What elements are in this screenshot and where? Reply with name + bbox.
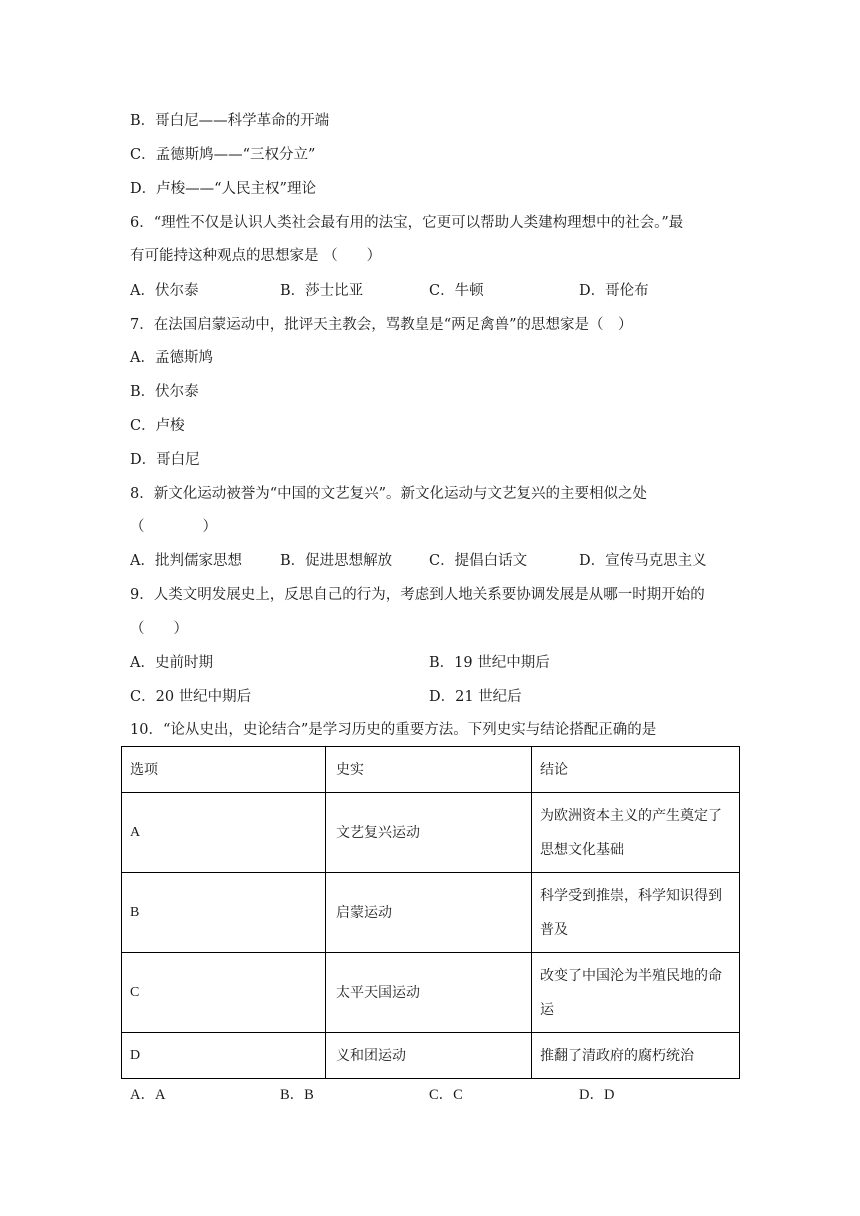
q9-option-a: A．史前时期 <box>130 655 213 671</box>
q9-option-b: B．19 世纪中期后 <box>429 655 550 671</box>
q9-option-d: D．21 世纪后 <box>429 689 522 705</box>
q9-options-row1 <box>130 653 750 673</box>
table-cell-option: C <box>122 953 326 1033</box>
table-cell-conclusion: 改变了中国沦为半殖民地的命运 <box>532 953 740 1033</box>
q5-option-b: B．哥白尼——科学革命的开端 <box>130 113 330 129</box>
q6-stem-line2: 有可能持这种观点的思想家是 （ ） <box>130 248 382 264</box>
q7-stem: 7．在法国启蒙运动中，批评天主教会，骂教皇是“两足禽兽”的思想家是（ ） <box>130 317 633 333</box>
table-cell-conclusion: 为欧洲资本主义的产生奠定了思想文化基础 <box>532 793 740 873</box>
table-cell-option: B <box>122 873 326 953</box>
q5-option-c: C．孟德斯鸠——“三权分立” <box>130 147 316 163</box>
q6-option-d: D．哥伦布 <box>579 283 649 299</box>
q9-stem-line1: 9．人类文明发展史上，反思自己的行为，考虑到人地关系要协调发展是从哪一时期开始的 <box>130 587 705 603</box>
q8-option-d: D．宣传马克思主义 <box>579 553 707 569</box>
table-cell-option: D <box>122 1033 326 1079</box>
table-header-fact: 史实 <box>326 747 532 793</box>
q8-stem-line2: （ ） <box>130 519 217 535</box>
table-row <box>122 1033 740 1079</box>
table-header-conclusion: 结论 <box>532 747 740 793</box>
q10-option-b: B．B <box>280 1087 314 1103</box>
q8-options <box>130 551 750 571</box>
q7-option-d: D．哥白尼 <box>130 452 200 468</box>
q10-table <box>121 746 740 1079</box>
table-cell-conclusion: 推翻了清政府的腐朽统治 <box>532 1033 740 1079</box>
q10-option-a: A．A <box>130 1087 166 1103</box>
q5-option-d: D．卢梭——“人民主权”理论 <box>130 181 316 197</box>
q7-option-b: B．伏尔泰 <box>130 384 199 400</box>
q8-option-b: B．促进思想解放 <box>280 553 393 569</box>
q7-option-a: A．孟德斯鸠 <box>130 350 213 366</box>
table-row <box>122 793 740 873</box>
table-header-option: 选项 <box>122 747 326 793</box>
q6-stem-line1: 6．“理性不仅是认识人类社会最有用的法宝，它更可以帮助人类建构理想中的社会。”最 <box>130 215 684 231</box>
q6-option-b: B．莎士比亚 <box>280 283 364 299</box>
table-cell-fact: 文艺复兴运动 <box>326 793 532 873</box>
q7-option-c: C．卢梭 <box>130 418 185 434</box>
table-cell-fact: 义和团运动 <box>326 1033 532 1079</box>
q10-options <box>130 1085 750 1105</box>
q6-option-a: A．伏尔泰 <box>130 283 199 299</box>
table-header-row <box>122 747 740 793</box>
q10-option-c: C．C <box>429 1087 463 1103</box>
q8-stem-line1: 8．新文化运动被誉为“中国的文艺复兴”。新文化运动与文艺复兴的主要相似之处 <box>130 486 648 502</box>
table-cell-conclusion: 科学受到推崇，科学知识得到普及 <box>532 873 740 953</box>
table-row <box>122 873 740 953</box>
table-row <box>122 953 740 1033</box>
q10-option-d: D．D <box>579 1087 615 1103</box>
table-cell-fact: 太平天国运动 <box>326 953 532 1033</box>
q10-stem: 10．“论从史出，史论结合”是学习历史的重要方法。下列史实与结论搭配正确的是 <box>130 722 657 738</box>
table-cell-option: A <box>122 793 326 873</box>
q9-options-row2 <box>130 687 750 707</box>
q8-option-a: A．批判儒家思想 <box>130 553 242 569</box>
q6-option-c: C．牛顿 <box>429 283 484 299</box>
q8-option-c: C．提倡白话文 <box>429 553 528 569</box>
q9-option-c: C．20 世纪中期后 <box>130 689 252 705</box>
q6-options <box>130 281 750 301</box>
table-cell-fact: 启蒙运动 <box>326 873 532 953</box>
q9-stem-line2: （ ） <box>130 621 188 637</box>
